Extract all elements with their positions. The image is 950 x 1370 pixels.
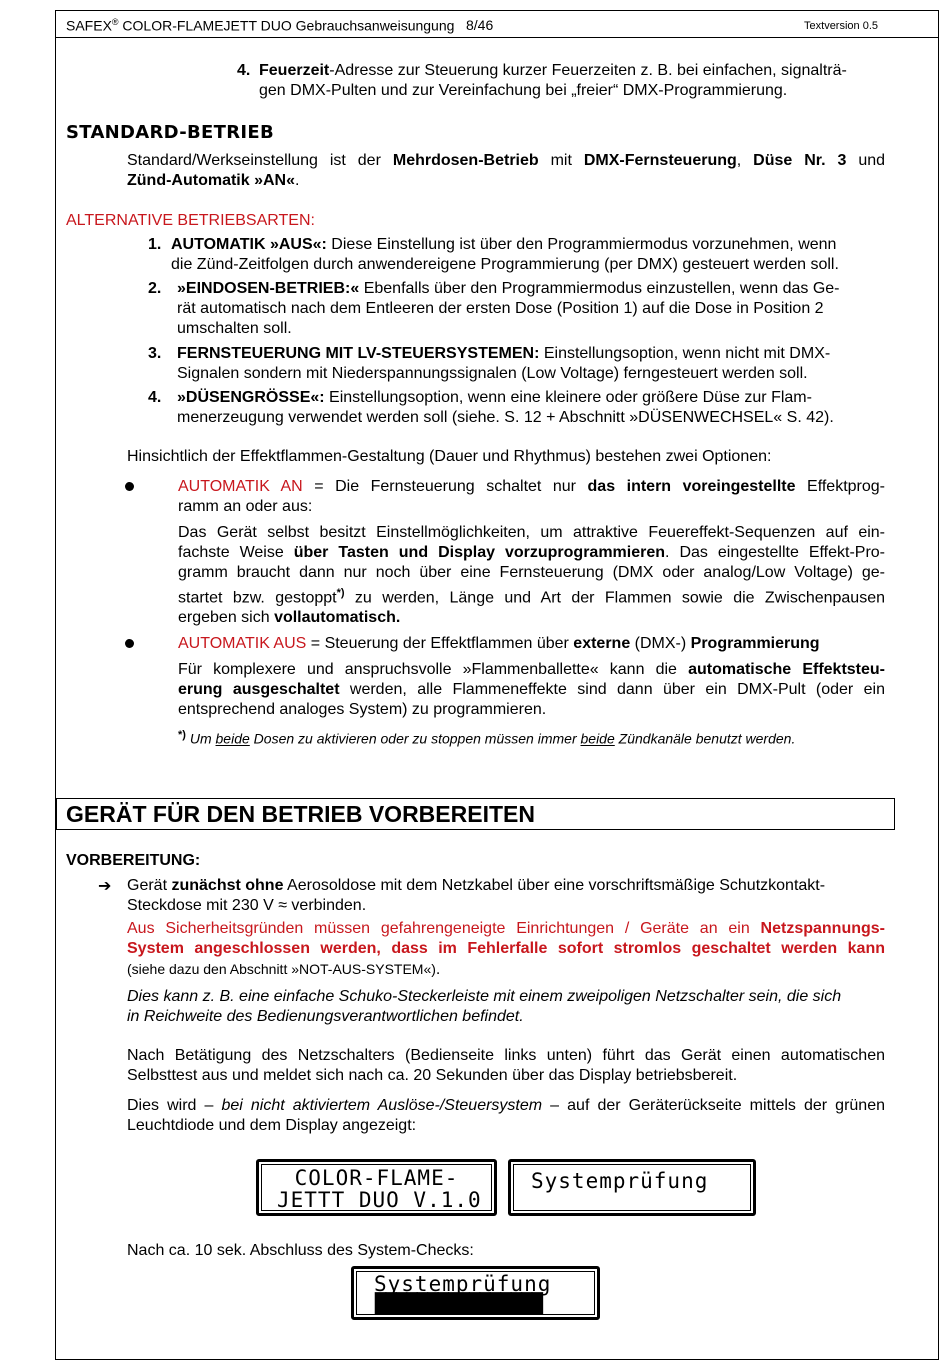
after-check-text: Nach ca. 10 sek. Abschluss des System-Checks: xyxy=(127,1242,474,1259)
lcd-progress-bar: ████████████████ xyxy=(375,1293,543,1315)
lcd-display-complete xyxy=(351,1266,600,1320)
lcd-complete-line-1: Systemprüfung xyxy=(374,1272,552,1296)
prep-step-1: Gerät zunächst ohne Aerosoldose mit dem Netzkabel über eine vorschriftsmäßige Schutzkontakt- Steckdose mit 230 V ≈ verbinden. xyxy=(127,877,826,914)
italic-note: Dies kann z. B. eine einfache Schuko-Steckerleiste mit einem zweipoligen Netzschalter sein, die sich in Reichweite des Bedienungsverantwortlichen befindet. xyxy=(127,988,842,1025)
intro-item: Feuerzeit-Adresse zur Steuerung kurzer Feuerzeiten z. B. bei einfachen, signalträ- gen DMX-Pulten und zur Vereinfachung bei „freier“ DMX-Programmierung. xyxy=(259,62,847,99)
bullet-automatik-an xyxy=(125,482,134,491)
header-page-number: 8/46 xyxy=(466,17,494,33)
header-divider xyxy=(55,37,939,38)
alt-item-4-number: 4. xyxy=(148,389,162,406)
lcd-display-boot xyxy=(256,1159,497,1216)
alt-item-2-number: 2. xyxy=(148,280,162,297)
alt-item-2: »EINDOSEN-BETRIEB:« Ebenfalls über den Programmiermodus einzustellen, wenn das Ge- rät automatisch nach dem Entleeren der ersten Dose (Position 1) auf die Dose in Position 2 umschalten soll. xyxy=(177,280,840,337)
status-paragraph: Dies wird – bei nicht aktiviertem Auslöse-/Steuersystem – auf der Geräterückseite mittels der grünen Leuchtdiode und dem Display angezeigt: xyxy=(127,1097,886,1134)
alt-item-1: AUTOMATIK »AUS«: Diese Einstellung ist über den Programmiermodus vorzunehmen, wenn die Zünd-Zeitfolgen durch anwendereigene Programmierung (per DMX) gesteuert werden soll. xyxy=(171,236,839,273)
header-version: Textversion 0.5 xyxy=(804,20,878,32)
automatik-an-block: AUTOMATIK AN = Die Fernsteuerung schaltet nur das intern voreingestellte Effektprog- ramm an oder aus: Das Gerät selbst besitzt Einstellmöglichkeiten, um attraktive Feuereffekt-Sequenzen auf ein- fachste Weise über Tasten und Display vorzuprogrammieren. Das eingestellte Effekt-Pro- gramm braucht dann nur noch über eine Fernsteuerung (DMX oder analog/Low Voltage) ge- startet bzw. gestoppt*) zu werden, Länge und Art der Flammen sowie die Zwischenpausen ergeben sich vollautomatisch. xyxy=(178,478,886,627)
lcd-boot-line-1: COLOR-FLAME- xyxy=(294,1166,459,1190)
registered-mark: ® xyxy=(111,17,119,27)
selftest-paragraph: Nach Betätigung des Netzschalters (Bedienseite links unten) führt das Gerät einen automatischen Selbsttest aus und meldet sich nach ca. 20 Sekunden über das Display betriebsbereit. xyxy=(127,1047,885,1084)
lcd-boot-line-2: JETTT DUO V.1.0 xyxy=(277,1188,482,1212)
header-title: SAFEX® COLOR-FLAMEJETT DUO Gebrauchsanweisungung xyxy=(66,17,455,34)
arrow-right-icon: ➔ xyxy=(98,878,112,895)
standard-heading: STANDARD-BETRIEB xyxy=(66,122,274,143)
effects-intro: Hinsichtlich der Effektflammen-Gestaltung (Dauer und Rhythmus) bestehen zwei Optionen: xyxy=(127,448,772,465)
safety-warning: Aus Sicherheitsgründen müssen gefahrengeneigte Einrichtungen / Geräte an ein Netzspannungs- System angeschlossen werden, dass im Fehlerfalle sofort stromlos geschaltet werden kann (siehe dazu den Abschnitt »NOT-AUS-SYSTEM«). xyxy=(127,920,885,978)
lcd-display-check xyxy=(508,1159,756,1216)
standard-paragraph: Standard/Werkseinstellung ist der Mehrdosen-Betrieb mit DMX-Fernsteuerung, Düse Nr. 3 und Zünd-Automatik »AN«. xyxy=(127,152,886,189)
alt-item-3: FERNSTEUERUNG MIT LV-STEUERSYSTEMEN: Einstellungsoption, wenn nicht mit DMX- Signalen sondern mit Niederspannungssignalen (Low Voltage) ferngesteuert werden soll. xyxy=(177,345,831,382)
footnote: *) Um beide Dosen zu aktivieren oder zu stoppen müssen immer beide Zündkanäle benutzt werden. xyxy=(178,729,796,747)
alt-item-4: »DÜSENGRÖSSE«: Einstellungsoption, wenn eine kleinere oder größere Düse zur Flam- menerzeugung verwendet werden soll (siehe. S. 12 + Abschnitt »DÜSENWECHSEL« S. 42). xyxy=(177,389,834,426)
alternative-heading: ALTERNATIVE BETRIEBSARTEN: xyxy=(66,212,315,229)
bullet-automatik-aus xyxy=(125,639,134,648)
section-heading: GERÄT FÜR DEN BETRIEB VORBEREITEN xyxy=(66,801,535,827)
section-heading-box xyxy=(56,798,895,830)
alt-item-1-number: 1. xyxy=(148,236,162,253)
intro-item-number: 4. xyxy=(237,62,251,79)
prep-heading: VORBEREITUNG: xyxy=(66,852,201,869)
automatik-aus-block: AUTOMATIK AUS = Steuerung der Effektflammen über externe (DMX-) Programmierung Für komplexere und anspruchsvolle »Flammenballette« kann die automatische Effektsteu- erung ausgeschaltet werden, alle Flammeneffekte sind dann über ein DMX-Pult (oder ein entsprechend analoges System) zu programmieren. xyxy=(178,635,885,718)
alt-item-3-number: 3. xyxy=(148,345,162,362)
lcd-check-line-1: Systemprüfung xyxy=(531,1169,709,1193)
